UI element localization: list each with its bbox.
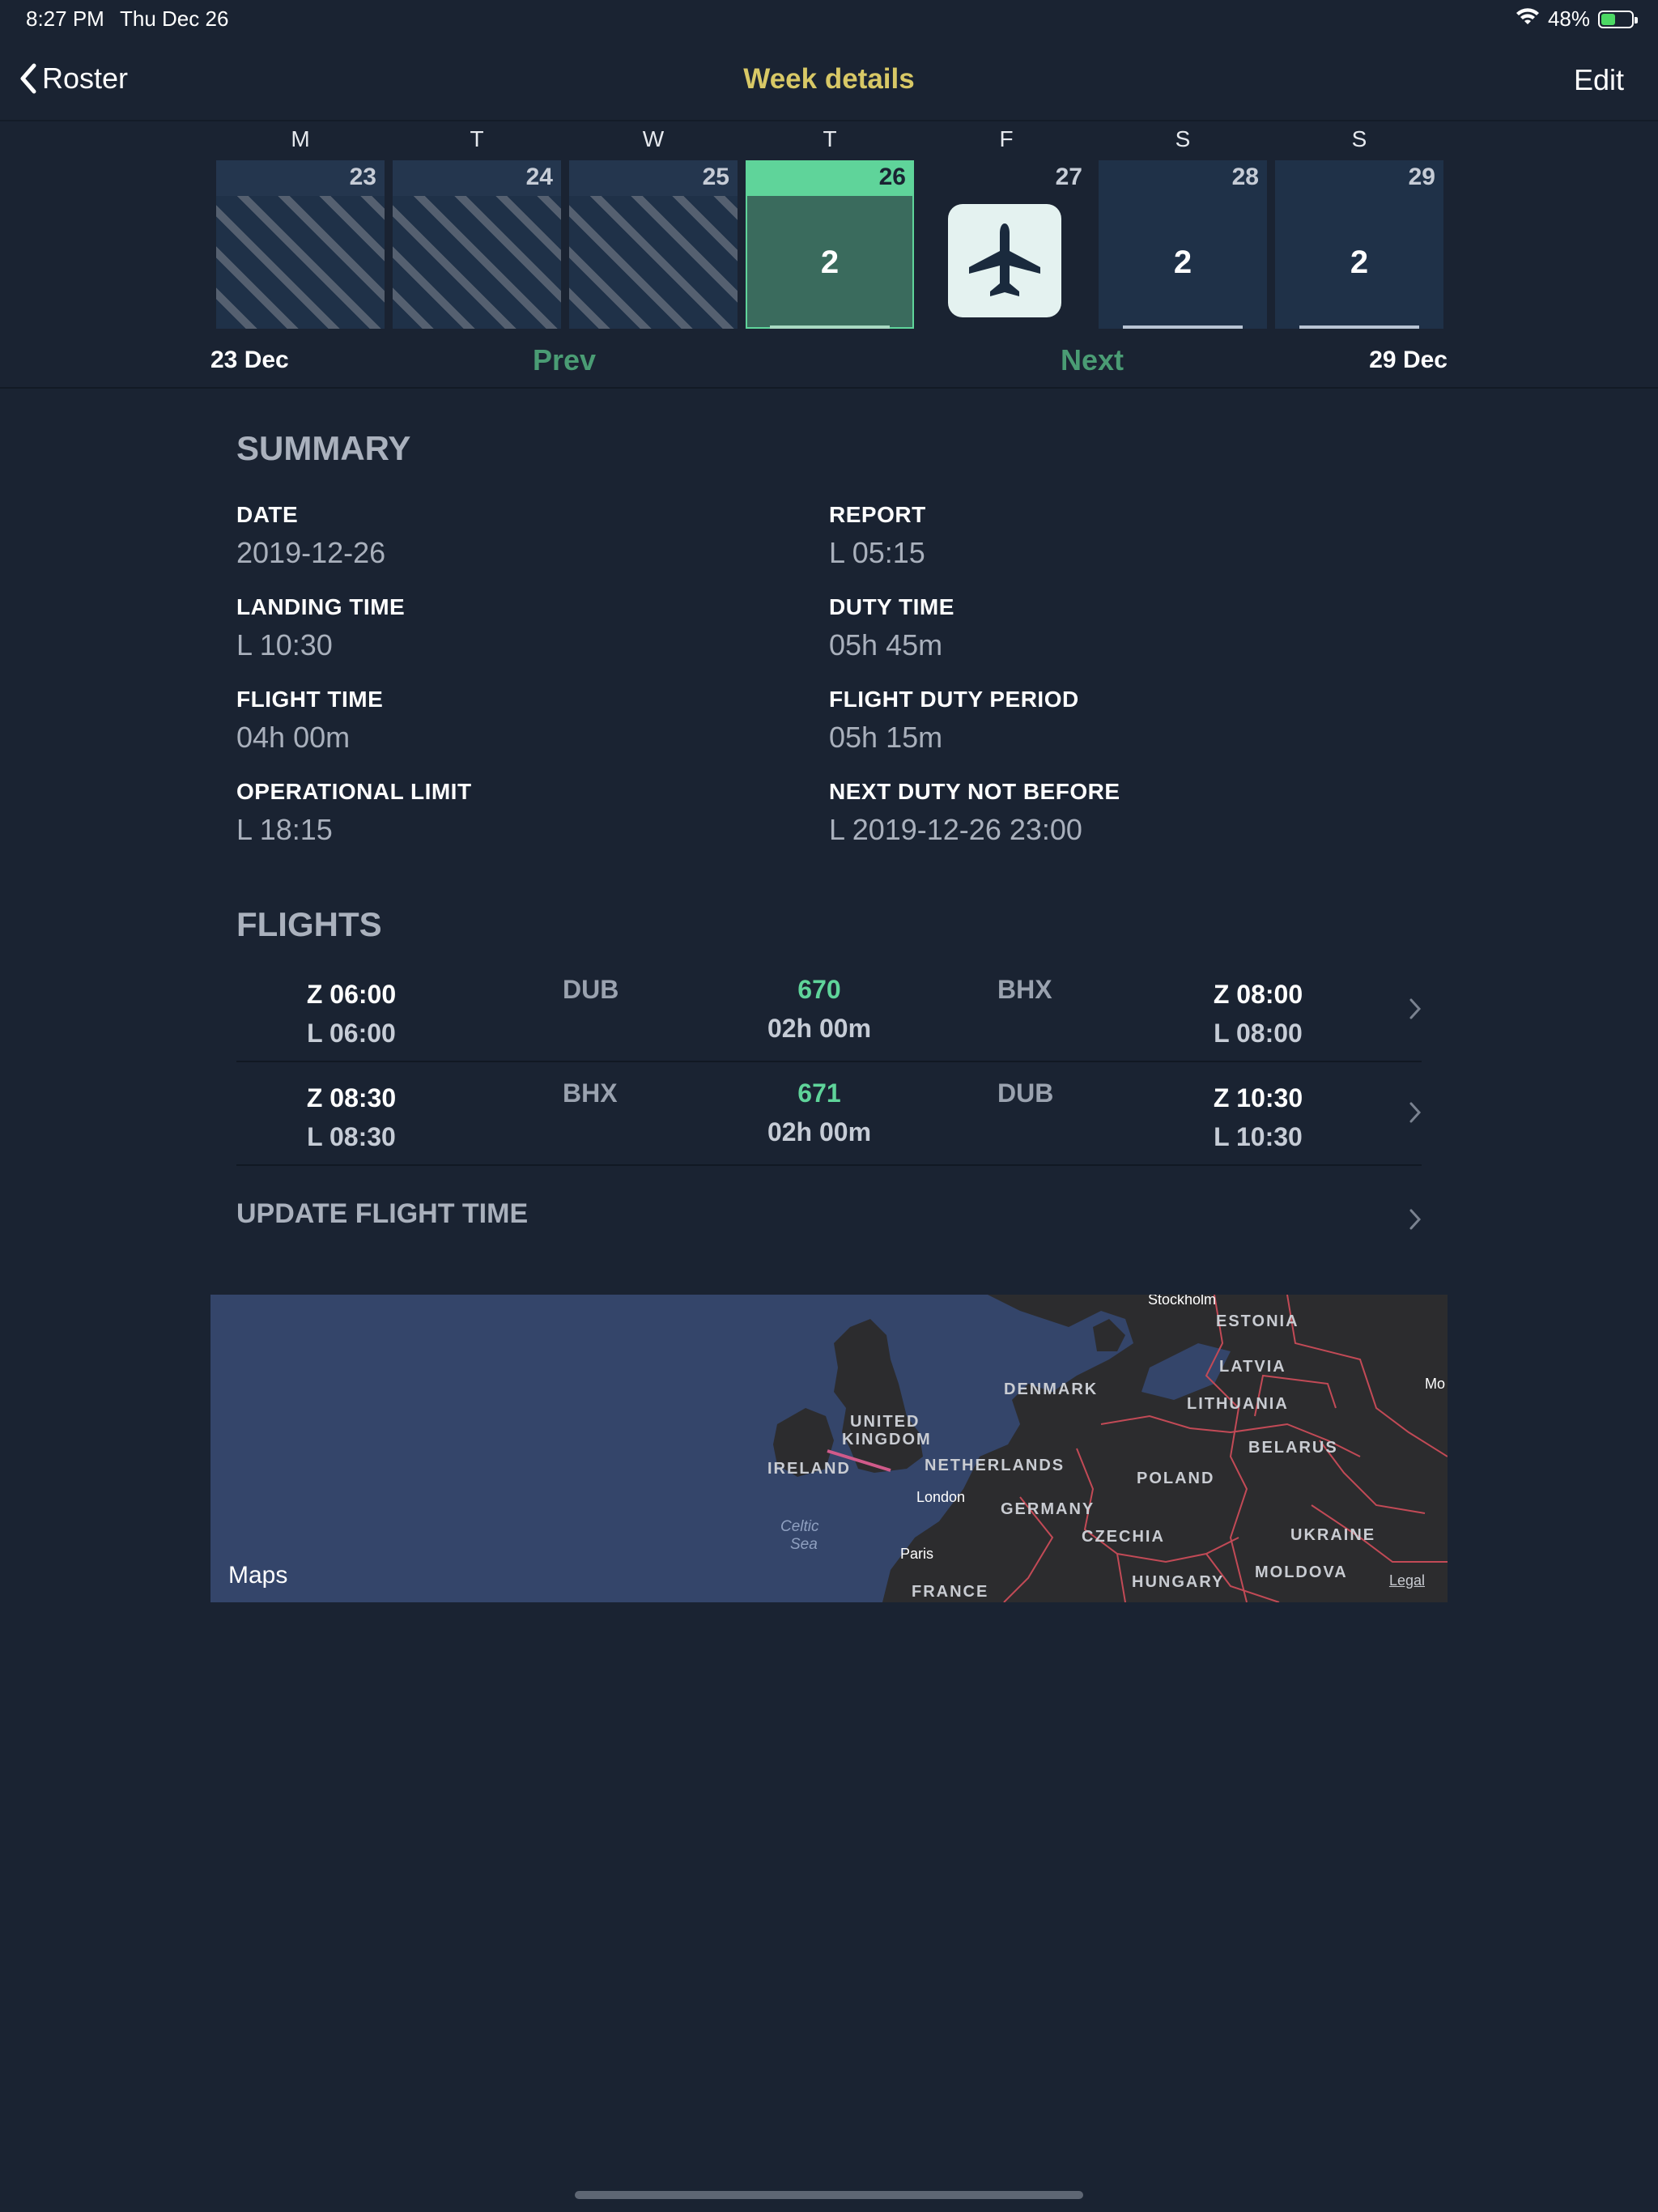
destination-airport: DUB (997, 1078, 1054, 1108)
map-country: LATVIA (1219, 1358, 1286, 1376)
flight-number: 670 (797, 975, 841, 1004)
map-city: London (916, 1489, 966, 1505)
map-sea-label: Sea (790, 1536, 818, 1553)
weekday-label: T (823, 126, 837, 151)
map-country: KINGDOM (842, 1431, 932, 1448)
duty-count: 2 (1173, 245, 1192, 280)
day-number: 24 (525, 164, 553, 190)
map-country: LITHUANIA (1187, 1395, 1289, 1413)
day-cell-26[interactable] (746, 160, 914, 329)
map-sea-label: Celtic (780, 1518, 819, 1535)
field-value: 05h 15m (829, 721, 943, 754)
arrival-local: L 10:30 (1214, 1122, 1303, 1151)
row-divider (236, 1164, 1422, 1166)
map-country: POLAND (1137, 1470, 1215, 1487)
day-cell-29[interactable] (1275, 160, 1443, 329)
maps-logo-text: Maps (228, 1562, 288, 1589)
section-divider (0, 387, 1658, 389)
map-country: NETHERLANDS (925, 1457, 1065, 1474)
map-country: CZECHIA (1082, 1528, 1165, 1546)
day-underline (770, 325, 890, 329)
nav-divider (0, 120, 1658, 121)
status-right (1516, 6, 1634, 32)
next-week-button[interactable]: Next (1061, 343, 1124, 376)
summary-field-date (236, 502, 803, 570)
weekday-label: F (999, 126, 1014, 151)
arrival-times (1193, 975, 1323, 1053)
maps-logo (228, 1562, 287, 1589)
back-button-label: Roster (42, 62, 129, 95)
map-city: Mo (1425, 1376, 1446, 1392)
map-country: GERMANY (1001, 1500, 1095, 1518)
map-country: HUNGARY (1132, 1573, 1225, 1591)
day-number: 23 (349, 164, 376, 190)
field-value: L 05:15 (829, 536, 925, 569)
week-end-label: 29 Dec (1369, 347, 1448, 373)
map-city: Paris (900, 1546, 934, 1562)
row-divider (236, 1061, 1422, 1062)
day-number: 29 (1408, 164, 1435, 190)
day-cell-25[interactable] (569, 160, 738, 329)
flight-duration: 02h 00m (767, 1117, 872, 1146)
day-cell-23[interactable] (216, 160, 385, 329)
duty-count: 2 (820, 245, 840, 280)
day-cell-27[interactable] (922, 160, 1090, 329)
weekday-label: S (1175, 126, 1191, 151)
update-flight-time-row[interactable] (236, 1198, 1422, 1247)
summary-title: SUMMARY (236, 429, 411, 467)
flights-title: FLIGHTS (236, 905, 382, 943)
wifi-icon (1516, 6, 1540, 32)
week-start-label: 23 Dec (210, 347, 289, 373)
flight-row[interactable] (236, 960, 1422, 1062)
map-country: IRELAND (767, 1460, 851, 1478)
status-time: 8:27 PM (26, 6, 104, 31)
destination-airport: BHX (997, 975, 1052, 1004)
status-bar (0, 0, 1658, 39)
field-label: LANDING TIME (236, 594, 406, 619)
field-value: L 10:30 (236, 628, 333, 661)
map-city: Stockholm (1148, 1295, 1217, 1308)
navigation-bar (0, 49, 1658, 113)
day-off-pattern (393, 196, 561, 329)
summary-field-report (829, 502, 1396, 570)
map-country: BELARUS (1248, 1439, 1338, 1457)
day-underline (1123, 325, 1243, 329)
summary-field-landing-time (236, 594, 803, 662)
map-country: FRANCE (912, 1583, 989, 1601)
arrival-zulu: Z 10:30 (1213, 1083, 1303, 1112)
field-label: FLIGHT TIME (236, 687, 384, 712)
prev-week-button[interactable]: Prev (533, 343, 597, 376)
arrival-zulu: Z 08:00 (1213, 980, 1303, 1009)
field-value: 04h 00m (236, 721, 351, 754)
field-label: REPORT (829, 502, 926, 527)
field-label: OPERATIONAL LIMIT (236, 779, 472, 804)
map-country: UNITED (850, 1413, 920, 1431)
day-off-pattern (569, 196, 738, 329)
field-value: 2019-12-26 (236, 536, 386, 569)
day-number: 27 (1055, 164, 1082, 190)
summary-field-duty-time (829, 594, 1396, 662)
summary-field-flight-time (236, 687, 803, 755)
weekday-label: S (1351, 126, 1367, 151)
arrival-local: L 08:00 (1214, 1019, 1303, 1048)
map-legal-link[interactable]: Legal (1388, 1572, 1425, 1589)
field-value: 05h 45m (829, 628, 943, 661)
departure-times (287, 1078, 416, 1156)
day-off-pattern (216, 196, 385, 329)
field-value: L 18:15 (236, 813, 333, 846)
field-label: FLIGHT DUTY PERIOD (829, 687, 1079, 712)
chevron-right-icon (1409, 1101, 1422, 1124)
day-cell-28[interactable] (1099, 160, 1267, 329)
arrival-times (1193, 1078, 1323, 1156)
duty-count: 2 (1350, 245, 1369, 280)
departure-zulu: Z 08:30 (306, 1083, 397, 1112)
day-number: 25 (702, 164, 729, 190)
chevron-right-icon (1409, 998, 1422, 1020)
summary-field-operational-limit (236, 779, 803, 847)
weekday-label: T (470, 126, 484, 151)
day-cell-24[interactable] (393, 160, 561, 329)
departure-zulu: Z 06:00 (306, 980, 397, 1009)
flight-duration: 02h 00m (767, 1014, 872, 1043)
airplane-icon (948, 204, 1061, 317)
field-label: NEXT DUTY NOT BEFORE (829, 779, 1120, 804)
departure-local: L 06:00 (307, 1019, 396, 1048)
day-underline (1299, 325, 1419, 329)
page-title: Week details (743, 63, 915, 95)
day-number: 26 (878, 164, 906, 190)
departure-times (287, 975, 416, 1053)
weekday-label: M (291, 126, 310, 151)
chevron-right-icon (1409, 1208, 1422, 1231)
origin-airport: DUB (563, 975, 619, 1004)
origin-airport: BHX (563, 1078, 618, 1108)
battery-icon (1598, 11, 1634, 28)
summary-field-flight-duty-period (829, 687, 1396, 755)
field-label: DATE (236, 502, 299, 527)
departure-local: L 08:30 (307, 1122, 396, 1151)
update-flight-time-label: UPDATE FLIGHT TIME (236, 1198, 529, 1229)
field-value: L 2019-12-26 23:00 (829, 813, 1082, 846)
status-date: Thu Dec 26 (120, 6, 229, 31)
weekday-label: W (642, 126, 665, 151)
day-number: 28 (1231, 164, 1259, 190)
field-label: DUTY TIME (829, 594, 954, 619)
edit-button[interactable]: Edit (1573, 63, 1624, 96)
map-country: DENMARK (1004, 1380, 1099, 1398)
home-indicator (575, 2191, 1083, 2199)
map-country: MOLDOVA (1255, 1563, 1348, 1581)
map-country: UKRAINE (1290, 1526, 1376, 1544)
summary-field-next-duty (829, 779, 1396, 847)
battery-percent: 48% (1547, 6, 1590, 31)
map-country: ESTONIA (1216, 1312, 1299, 1330)
flight-row[interactable] (236, 1064, 1422, 1166)
flight-number: 671 (797, 1078, 841, 1108)
route-map[interactable] (210, 1295, 1448, 1602)
